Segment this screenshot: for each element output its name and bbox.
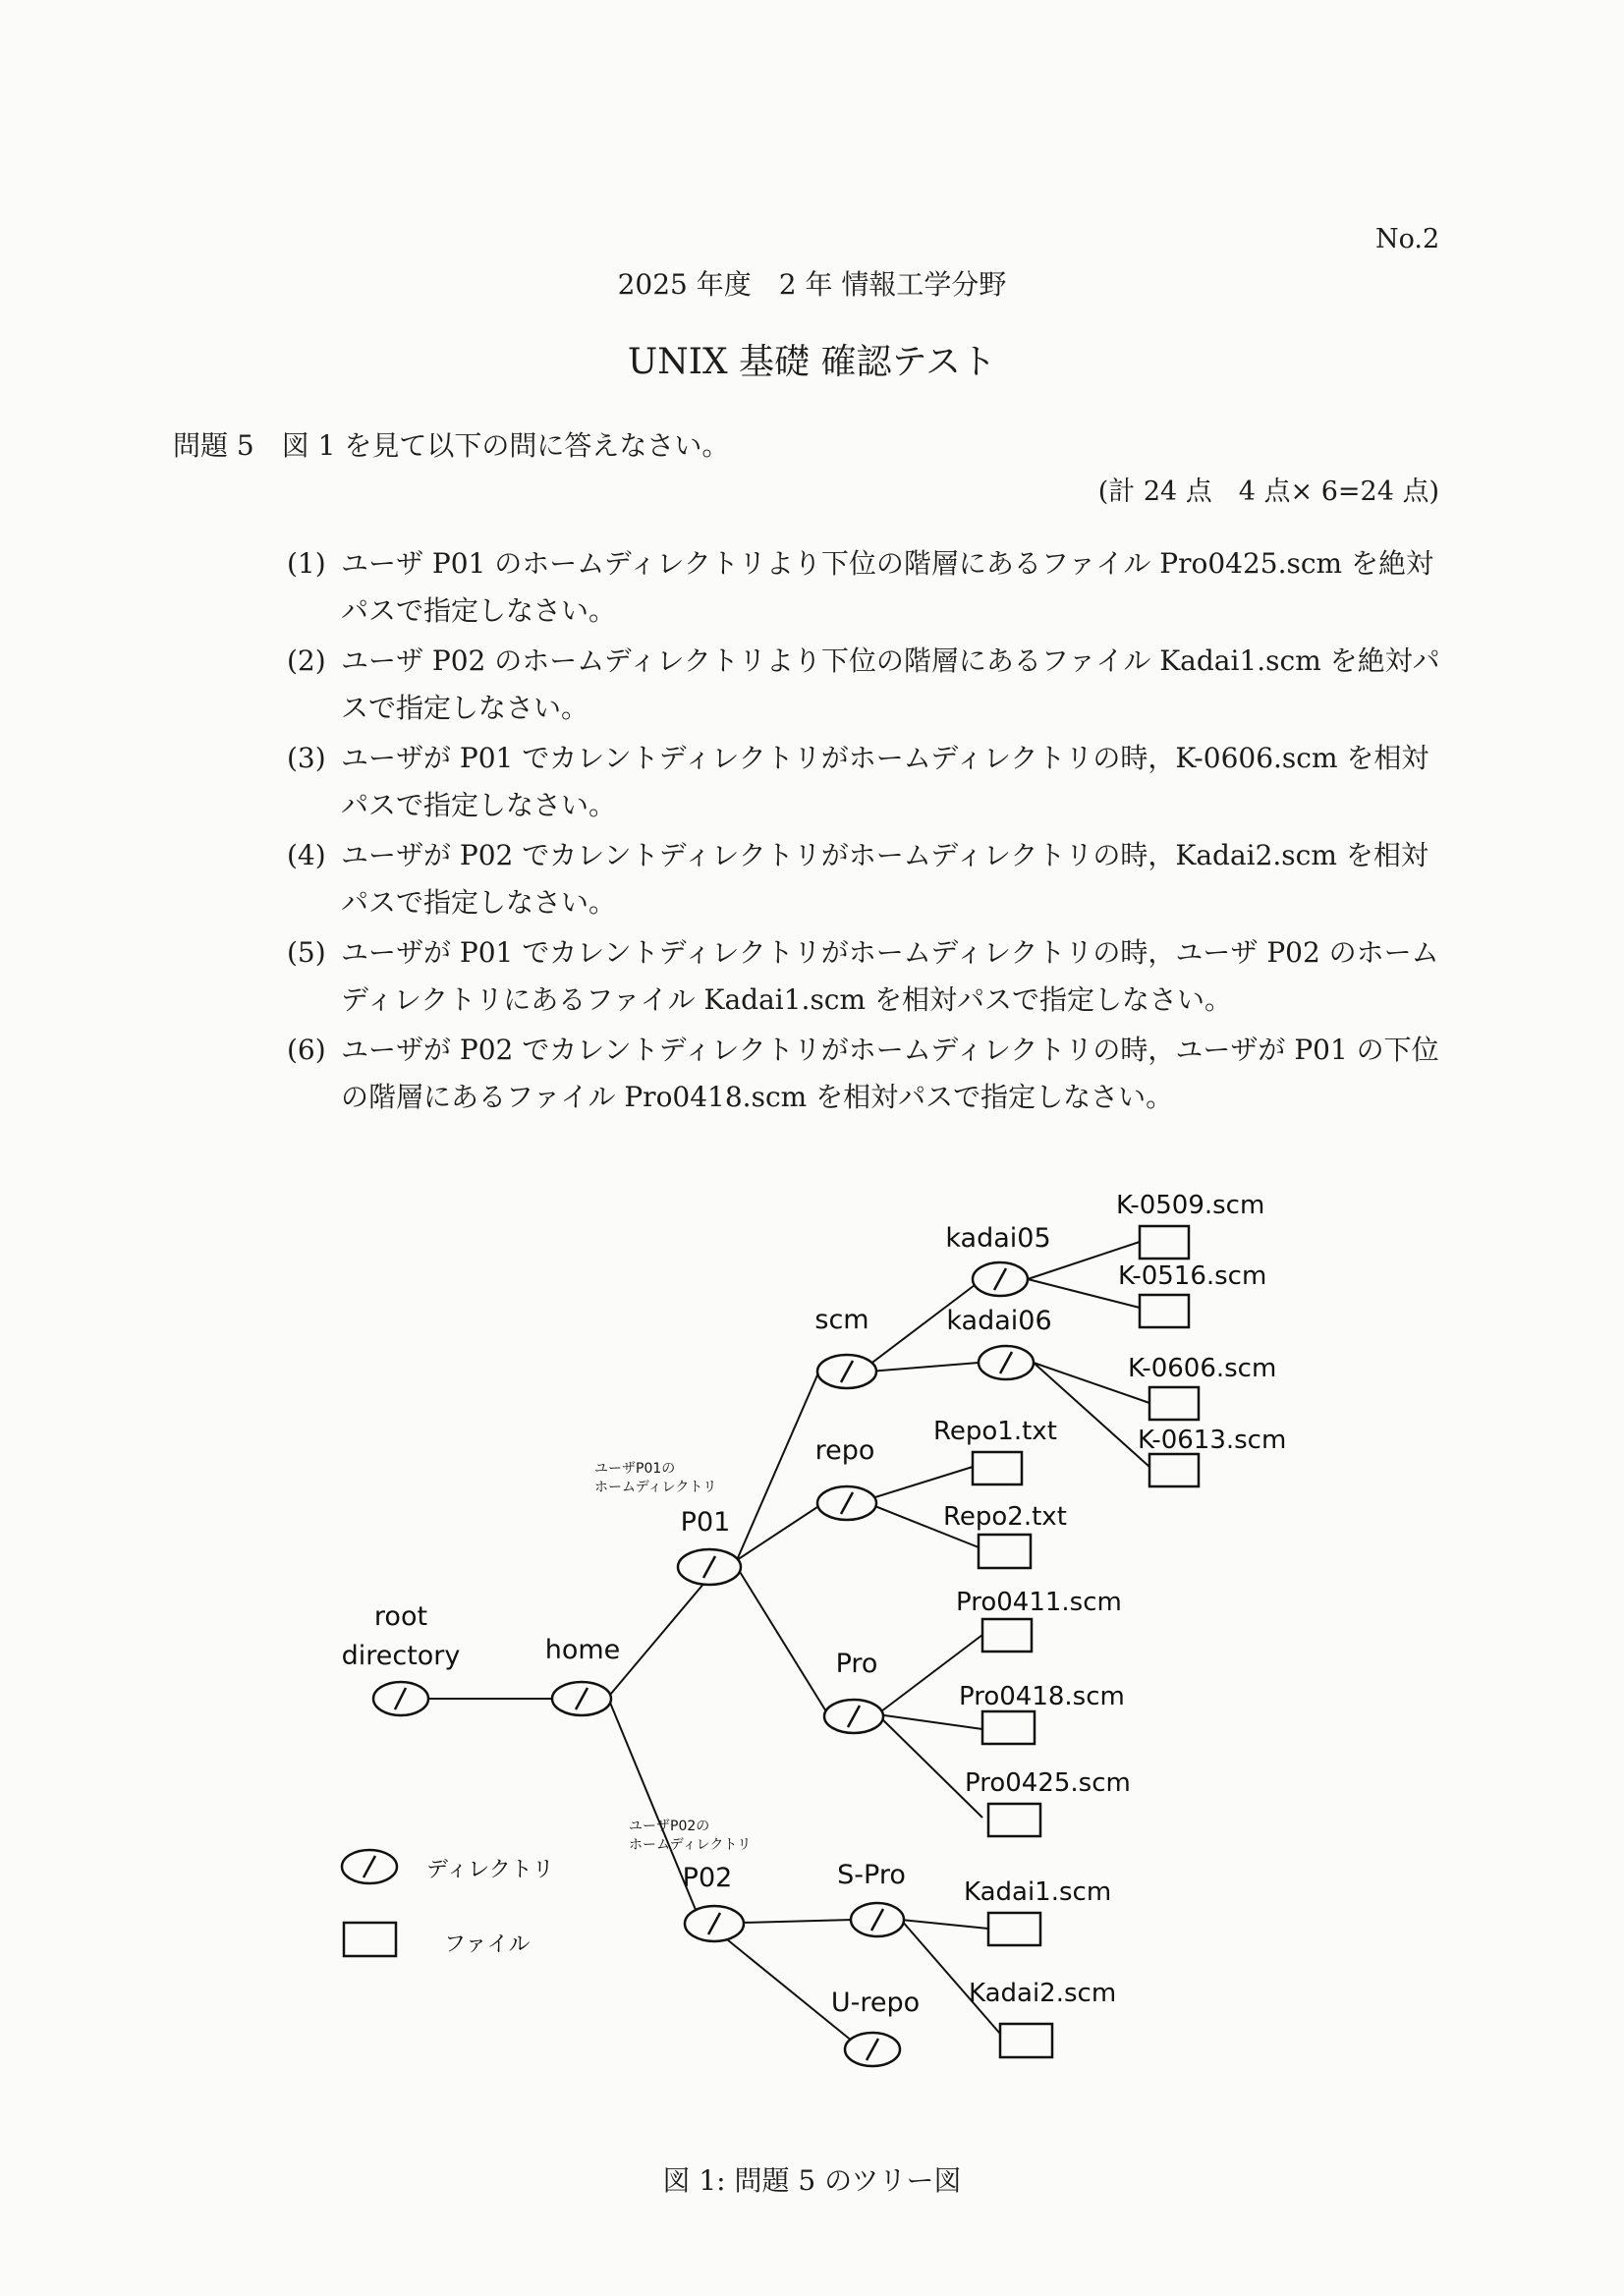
directory-icon (845, 2033, 900, 2066)
question-4 (287, 832, 1440, 926)
points-note: (計 24 点 4 点× 6=24 点) (1097, 476, 1439, 507)
question-text: ユーザが P02 でカレントディレクトリがホームディレクトリの時，ユーザが P01 の下位の階層にあるファイル Pro0418.scm を相対パスで指定しなさい。 (341, 1034, 1439, 1113)
label-p01: P01 (680, 1507, 731, 1538)
directory-icon (851, 1903, 904, 1936)
directory-labels (342, 1223, 1052, 2018)
question-number: (2) (287, 644, 326, 677)
question-text: ユーザ P02 のホームディレクトリより下位の階層にあるファイル Kadai1.scm を絶対パスで指定しなさい。 (341, 644, 1440, 724)
p01-note-line2: ホームディレクトリ (594, 1480, 717, 1495)
label-pro0418: Pro0418.scm (959, 1682, 1125, 1711)
directory-icon (979, 1346, 1034, 1379)
file-icon (1149, 1454, 1199, 1486)
course-subtitle: 2025 年度 2 年 情報工学分野 (617, 268, 1007, 301)
label-root-line2: directory (341, 1641, 461, 1671)
edge-pro-pro0418 (877, 1714, 982, 1729)
question-number: (1) (287, 547, 326, 580)
directory-icon (817, 1486, 876, 1520)
question-text: ユーザが P01 でカレントディレクトリがホームディレクトリの時，K-0606.scm を相対パスで指定しなさい。 (341, 742, 1429, 821)
file-icon (1140, 1295, 1189, 1327)
question-list (287, 540, 1440, 1124)
edge-pro-pro0425 (877, 1714, 982, 1818)
question-5 (287, 929, 1440, 1024)
directory-tree-diagram (0, 1159, 1624, 2142)
label-repo1: Repo1.txt (933, 1417, 1057, 1446)
question-number: (5) (287, 936, 326, 969)
problem-heading: 問題 5 図 1 を見て以下の問に答えなさい。 (173, 429, 730, 462)
p02-note-line2: ホームディレクトリ (629, 1837, 752, 1853)
directory-icon (678, 1549, 741, 1585)
legend-directory-icon (342, 1850, 397, 1883)
p01-note-line1: ユーザP01の (594, 1461, 676, 1477)
question-number: (6) (287, 1034, 326, 1066)
label-kadai06: kadai06 (946, 1306, 1052, 1336)
label-spro: S-Pro (837, 1860, 906, 1890)
question-3 (287, 735, 1440, 829)
legend-file-icon (344, 1923, 396, 1956)
edge-repo-repo1 (863, 1467, 973, 1501)
directory-icon (552, 1682, 611, 1715)
question-text: ユーザ P01 のホームディレクトリより下位の階層にあるファイル Pro0425.scm を絶対パスで指定しなさい。 (341, 547, 1433, 627)
label-kadai05: kadai05 (945, 1223, 1051, 1254)
label-k0613: K-0613.scm (1138, 1426, 1287, 1455)
directory-icon (973, 1262, 1028, 1296)
label-kadai2: Kadai2.scm (969, 1979, 1117, 2008)
label-home: home (544, 1635, 621, 1665)
legend (342, 1850, 554, 1957)
file-icon (988, 1804, 1040, 1836)
label-k0516: K-0516.scm (1118, 1261, 1267, 1291)
test-title: UNIX 基礎 確認テスト (627, 342, 997, 382)
question-text: ユーザが P01 でカレントディレクトリがホームディレクトリの時，ユーザ P02 のホームディレクトリにあるファイル Kadai1.scm を相対パスで指定しなさい。 (341, 936, 1439, 1016)
edge-p01-pro (737, 1567, 829, 1716)
file-icon (979, 1535, 1031, 1568)
label-pro: Pro (835, 1649, 878, 1679)
file-icon (988, 1913, 1040, 1945)
edge-p02-spro (742, 1920, 853, 1923)
label-repo2: Repo2.txt (943, 1502, 1067, 1532)
directory-icon (824, 1700, 883, 1733)
figure-caption: 図 1: 問題 5 のツリー図 (662, 2164, 962, 2197)
edge-p01-scm (737, 1371, 819, 1560)
edge-spro-kadai1 (901, 1920, 988, 1929)
directory-icon (685, 1906, 744, 1941)
question-text: ユーザが P02 でカレントディレクトリがホームディレクトリの時，Kadai2.scm を相対パスで指定しなさい。 (341, 839, 1428, 919)
label-kadai1: Kadai1.scm (964, 1877, 1112, 1907)
p02-note-line1: ユーザP02の (629, 1819, 710, 1834)
file-icon (982, 1711, 1035, 1744)
label-root: root (373, 1601, 428, 1632)
label-p02: P02 (682, 1863, 733, 1893)
edge-scm-kadai06 (869, 1363, 979, 1372)
legend-file-label: ファイル (444, 1932, 531, 1957)
question-2 (287, 638, 1440, 732)
file-icon (982, 1619, 1032, 1652)
file-icon (1149, 1387, 1199, 1420)
legend-directory-label: ディレクトリ (426, 1858, 554, 1882)
file-icon (973, 1452, 1022, 1484)
directory-icon (373, 1682, 428, 1715)
question-number: (3) (287, 742, 326, 774)
question-6 (287, 1027, 1440, 1121)
file-icon (1000, 2024, 1052, 2057)
label-scm: scm (814, 1305, 869, 1335)
label-pro0411: Pro0411.scm (956, 1588, 1122, 1617)
label-k0509: K-0509.scm (1116, 1191, 1265, 1220)
label-repo: repo (814, 1435, 875, 1466)
question-number: (4) (287, 839, 326, 871)
page-number: No.2 (1375, 224, 1440, 254)
file-icon (1140, 1226, 1189, 1259)
label-pro0425: Pro0425.scm (965, 1768, 1131, 1798)
directory-icon (817, 1355, 876, 1388)
question-1 (287, 540, 1440, 635)
label-k0606: K-0606.scm (1128, 1354, 1277, 1383)
edge-home-p01 (610, 1570, 715, 1695)
label-urepo: U-repo (830, 1988, 921, 2018)
